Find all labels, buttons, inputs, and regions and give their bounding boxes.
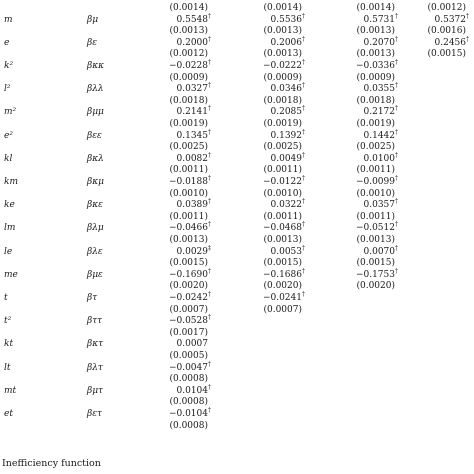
significance-mark: † [208,291,211,298]
coefficient-symbol: βμμ [87,107,104,118]
standard-error [263,165,305,176]
significance-mark: † [208,198,211,206]
estimate-value [271,200,306,211]
value-text: (0.0013) [263,235,302,245]
value-text: −0.0242 [168,293,208,303]
value-text: (0.0007) [169,304,208,315]
value-text: −0.1753 [355,269,395,280]
estimate-value [263,223,305,234]
value-text: (0.0008) [169,420,208,431]
value-text: (0.0015) [263,258,302,269]
standard-error [169,119,211,130]
coefficient-symbol: βτ [87,293,98,303]
variable-label: e² [4,130,13,141]
standard-error [169,73,211,84]
estimate-value [263,293,305,304]
standard-error [169,421,211,432]
variable-label: m [4,14,13,25]
value-text: (0.0011) [356,211,395,222]
value-text: (0.0025) [356,142,395,153]
estimate-value [169,223,211,234]
value-text: 0.0049 [270,153,302,164]
value-text: (0.0018) [263,95,302,106]
estimate-value [176,244,212,258]
value-text: 0.0100 [363,153,395,164]
value-text: 0.0346 [270,84,302,95]
estimate-value [169,293,211,304]
value-text: −0.0228 [168,61,208,71]
significance-mark: † [395,175,398,182]
value-text: 0.0355 [363,84,395,95]
estimate-value [364,200,399,211]
standard-error [169,374,211,385]
significance-mark: † [302,128,305,136]
significance-mark: † [466,35,469,43]
value-text: −0.0466 [168,223,208,234]
estimate-value [176,151,212,165]
value-text: (0.0018) [356,95,395,106]
estimate-value [356,61,398,72]
coefficient-symbol: βκκ [87,61,105,71]
estimate-value [363,35,399,49]
value-text: −0.0241 [262,293,302,303]
significance-mark: ‡ [208,244,211,252]
variable-label: et [4,409,13,419]
value-text: 0.2000 [176,37,208,48]
estimate-value [270,12,306,26]
coefficient-symbol: βλμ [87,223,104,234]
value-text: −0.1686 [262,269,302,280]
significance-mark: † [208,59,211,66]
estimate-value [271,84,306,95]
standard-error [169,26,211,37]
value-text: 0.5548 [176,14,208,25]
coefficient-symbol: βλλ [87,84,104,95]
standard-error [356,26,398,37]
coefficient-symbol: βεε [87,130,102,141]
significance-mark: † [466,12,469,20]
value-text: (0.0008) [169,374,208,385]
value-text: 0.2141 [176,107,208,118]
variable-label: k² [4,61,14,71]
value-text: 0.0322 [270,200,302,211]
variable-label: mt [4,385,17,396]
variable-label: t² [4,316,12,327]
significance-mark: † [302,151,305,159]
value-text: (0.0013) [263,26,302,37]
significance-mark: † [208,151,211,159]
coefficient-symbol: βκλ [87,153,104,164]
value-text: 0.0070 [363,246,395,257]
estimate-value [176,383,212,397]
value-text: (0.0018) [169,95,208,106]
value-text: 0.0357 [363,200,395,211]
value-text: 0.0082 [176,153,208,164]
standard-error [356,49,398,60]
estimate-value [355,267,398,281]
estimate-value [177,84,212,95]
estimate-value [364,107,399,118]
coefficient-symbol: βκτ [87,339,104,350]
estimate-value [363,12,399,26]
variable-label: km [4,177,18,187]
significance-mark: † [208,383,211,391]
value-text: (0.0015) [169,258,208,269]
estimate-value [363,244,399,258]
value-text: 0.2085 [270,107,302,118]
estimate-value [169,409,211,420]
estimate-value [270,151,306,165]
significance-mark: † [395,12,398,20]
standard-error [263,49,305,60]
significance-mark: † [395,35,398,43]
significance-mark: † [208,82,211,90]
significance-mark: † [302,105,305,113]
value-text: −0.0336 [355,61,395,71]
coefficient-symbol: βμτ [87,385,104,396]
coefficient-symbol: βκε [87,200,103,211]
significance-mark: † [208,360,211,368]
standard-error [356,281,398,292]
standard-error [169,305,211,316]
value-text: (0.0011) [356,165,395,176]
value-text: (0.0014) [169,3,208,13]
standard-error [169,328,211,339]
value-text: (0.0016) [427,26,466,37]
significance-mark: † [395,59,398,66]
estimate-value [263,177,305,188]
variable-label: t [4,293,8,303]
variable-label: kt [4,339,14,350]
standard-error [169,49,211,60]
significance-mark: † [302,267,305,275]
significance-mark: † [395,267,398,275]
estimate-value [168,267,211,281]
value-text: (0.0008) [169,397,208,408]
significance-mark: † [395,151,398,159]
variable-label: m² [4,107,17,118]
significance-mark: † [302,82,305,90]
standard-error [263,235,305,246]
standard-error [356,3,398,14]
significance-mark: † [208,314,211,322]
value-text: 0.0327 [176,84,208,95]
standard-error [356,73,398,84]
significance-mark: † [208,407,211,414]
significance-mark: † [302,35,305,43]
value-text: −0.0099 [355,177,395,187]
coefficient-symbol: βετ [87,409,103,419]
value-text: 0.0053 [270,246,302,257]
value-text: 0.2006 [270,37,302,48]
estimate-value [169,177,211,188]
significance-mark: † [208,175,211,182]
value-text: (0.0009) [169,72,208,83]
variable-label: lt [4,362,11,373]
value-text: (0.0005) [169,351,208,361]
significance-mark: † [302,12,305,20]
value-text: 0.2456 [434,37,466,48]
standard-error [356,165,398,176]
estimate-value [270,128,306,142]
significance-mark: † [395,105,398,113]
value-text: (0.0013) [169,235,208,245]
value-text: (0.0019) [169,119,208,129]
value-text: 0.0389 [176,200,208,211]
value-text: −0.0528 [168,316,208,327]
value-text: (0.0011) [169,165,208,176]
standard-error [263,73,305,84]
estimate-value [270,35,306,49]
value-text: (0.0013) [356,26,395,37]
significance-mark: † [302,59,305,66]
value-text: (0.0019) [356,119,395,129]
standard-error [263,258,305,269]
value-text: (0.0019) [263,119,302,129]
standard-error [263,142,305,153]
estimate-value [434,35,470,49]
standard-error [356,258,398,269]
standard-error [263,305,305,316]
standard-error [427,3,469,14]
standard-error [427,49,469,60]
estimate-value [356,177,398,188]
value-text: (0.0011) [263,165,302,176]
significance-mark: † [302,198,305,206]
value-text: (0.0010) [169,188,208,199]
significance-mark: † [395,128,398,136]
standard-error [427,26,469,37]
standard-error [263,26,305,37]
value-text: 0.0104 [176,385,208,396]
standard-error [169,165,211,176]
significance-mark: † [208,128,211,136]
value-text: (0.0013) [356,235,395,245]
standard-error [356,142,398,153]
significance-mark: † [302,221,305,229]
value-text: (0.0025) [169,142,208,153]
value-text: (0.0025) [263,142,302,153]
estimate-value [363,151,399,165]
value-text: (0.0012) [169,49,208,60]
significance-mark: † [395,82,398,90]
coefficient-symbol: βττ [87,316,103,327]
estimate-value [262,267,305,281]
standard-error [356,189,398,200]
significance-mark: † [302,291,305,298]
value-text: 0.0007 [176,339,208,350]
estimate-value [263,61,305,72]
value-text: (0.0011) [169,211,208,222]
estimate-value [270,244,306,258]
value-text: −0.0047 [168,362,208,373]
value-text: −0.0222 [262,61,302,71]
standard-error [169,212,211,223]
value-text: 0.1345 [176,130,208,141]
value-text: (0.0020) [263,281,302,292]
standard-error [169,258,211,269]
coefficient-symbol: βε [87,37,98,48]
value-text: −0.0512 [355,223,395,234]
variable-label: l² [4,84,11,95]
coefficient-symbol: βμε [87,269,103,280]
standard-error [356,96,398,107]
value-text: −0.0468 [262,223,302,234]
value-text: −0.1690 [168,269,208,280]
coefficient-symbol: βλε [87,246,103,257]
standard-error [263,96,305,107]
standard-error [263,3,305,14]
value-text: 0.2070 [363,37,395,48]
standard-error [169,351,211,362]
standard-error [169,189,211,200]
value-text: (0.0013) [356,49,395,60]
significance-mark: † [395,244,398,252]
standard-error [356,119,398,130]
value-text: (0.0009) [356,72,395,83]
estimate-value [168,360,211,374]
estimate-value [169,316,211,327]
standard-error [263,189,305,200]
section-label: Inefficiency function [2,458,101,469]
estimate-value [356,223,398,234]
value-text: (0.0015) [356,258,395,269]
value-text: −0.0188 [168,177,208,187]
value-text: 0.2172 [363,107,395,118]
standard-error [169,96,211,107]
value-text: (0.0014) [263,3,302,13]
value-text: 0.5536 [270,14,302,25]
standard-error [356,235,398,246]
estimate-value [364,84,399,95]
variable-label: ke [4,200,15,211]
estimate-value [434,12,470,26]
standard-error [263,212,305,223]
standard-error [169,281,211,292]
variable-label: me [4,269,18,280]
significance-mark: † [208,35,211,43]
value-text: (0.0020) [356,281,395,292]
estimate-value [169,61,211,72]
estimate-value [177,107,212,118]
standard-error [356,212,398,223]
value-text: (0.0020) [169,281,208,292]
significance-mark: † [395,198,398,206]
variable-label: le [4,246,13,257]
value-text: 0.1442 [363,130,395,141]
value-text: (0.0010) [356,188,395,199]
coefficient-symbol: βμ [87,14,99,25]
standard-error [169,142,211,153]
coefficient-symbol: βκμ [87,177,104,187]
value-text: (0.0011) [263,211,302,222]
value-text: 0.5372 [434,14,466,25]
estimate-value [177,200,212,211]
estimate-value [177,339,212,350]
variable-label: lm [4,223,16,234]
value-text: 0.0029 [176,246,208,257]
value-text: (0.0012) [427,3,466,13]
value-text: (0.0013) [263,49,302,60]
value-text: −0.0104 [168,409,208,419]
value-text: (0.0007) [263,304,302,315]
significance-mark: † [302,244,305,252]
value-text: (0.0013) [169,26,208,37]
estimate-value [176,12,212,26]
estimate-value [176,128,212,142]
value-text: 0.1392 [270,130,302,141]
estimate-value [176,35,212,49]
significance-mark: † [208,105,211,113]
coefficient-symbol: βλτ [87,362,103,373]
estimate-value [271,107,306,118]
value-text: (0.0015) [427,49,466,60]
value-text: (0.0010) [263,188,302,199]
value-text: −0.0122 [262,177,302,187]
standard-error [169,3,211,14]
value-text: (0.0014) [356,3,395,13]
standard-error [169,397,211,408]
value-text: 0.5731 [363,14,395,25]
value-text: (0.0017) [169,327,208,338]
variable-label: kl [4,153,13,164]
significance-mark: † [208,12,211,20]
significance-mark: † [208,267,211,275]
standard-error [263,281,305,292]
value-text: (0.0009) [263,72,302,83]
variable-label: e [4,37,10,48]
significance-mark: † [208,221,211,229]
significance-mark: † [395,221,398,229]
significance-mark: † [302,175,305,182]
standard-error [263,119,305,130]
estimate-value [363,128,399,142]
standard-error [169,235,211,246]
